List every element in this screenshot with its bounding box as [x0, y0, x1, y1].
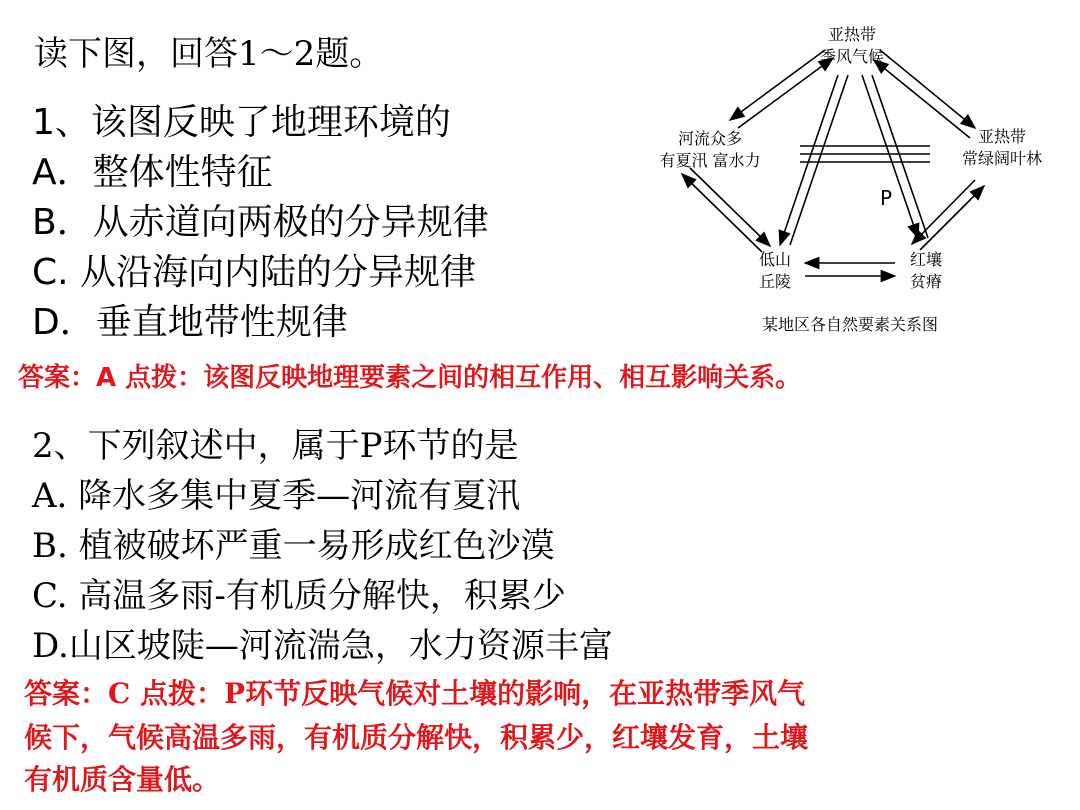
relationship-diagram: [630, 20, 1070, 340]
question-1-option-a: A．整体性特征: [32, 152, 273, 193]
node-soil-line1: 红壤: [909, 250, 943, 269]
question-intro: 读下图，回答1～2题。: [34, 34, 384, 74]
question-1-stem: 1、该图反映了地理环境的: [32, 102, 451, 143]
question-1-option-b: B．从赤道向两极的分异规律: [32, 202, 489, 243]
question-2-option-d: D.山区坡陡—河流湍急，水力资源丰富: [32, 626, 613, 666]
node-river-line1: 河流众多: [677, 129, 743, 148]
question-2-stem: 2、下列叙述中，属于P环节的是: [32, 426, 519, 466]
node-hills-line2: 丘陵: [758, 272, 792, 291]
node-soil-line2: 贫瘠: [909, 272, 943, 291]
node-climate-line2: 季风气候: [819, 47, 885, 66]
question-1-option-c: C. 从沿海向内陆的分异规律: [32, 252, 477, 293]
question-2-option-a: A. 降水多集中夏季—河流有夏汛: [32, 476, 521, 516]
question-2-option-b: B. 植被破坏严重一易形成红色沙漠: [32, 526, 555, 566]
diagram-caption: 某地区各自然要素关系图: [761, 315, 939, 334]
node-climate-line1: 亚热带: [827, 25, 877, 44]
node-forest-line2: 常绿阔叶林: [961, 149, 1043, 168]
node-hills-line1: 低山: [758, 250, 792, 269]
question-2-answer-line2: 候下，气候高温多雨，有机质分解快，积累少，红壤发育，土壤: [24, 721, 809, 754]
question-2-option-c: C. 高温多雨-有机质分解快，积累少: [32, 576, 566, 616]
question-2-answer-line1: 答案：C 点拨：P环节反映气候对土壤的影响，在亚热带季风气: [24, 677, 806, 710]
question-2-answer-line3: 有机质含量低。: [24, 763, 221, 796]
node-river-line2: 有夏汛 富水力: [659, 151, 761, 170]
node-forest-line1: 亚热带: [977, 127, 1027, 146]
p-label: P: [880, 186, 893, 210]
question-1-answer: 答案：A 点拨：该图反映地理要素之间的相互作用、相互影响关系。: [18, 363, 802, 393]
question-1-option-d: D．垂直地带性规律: [32, 302, 348, 343]
